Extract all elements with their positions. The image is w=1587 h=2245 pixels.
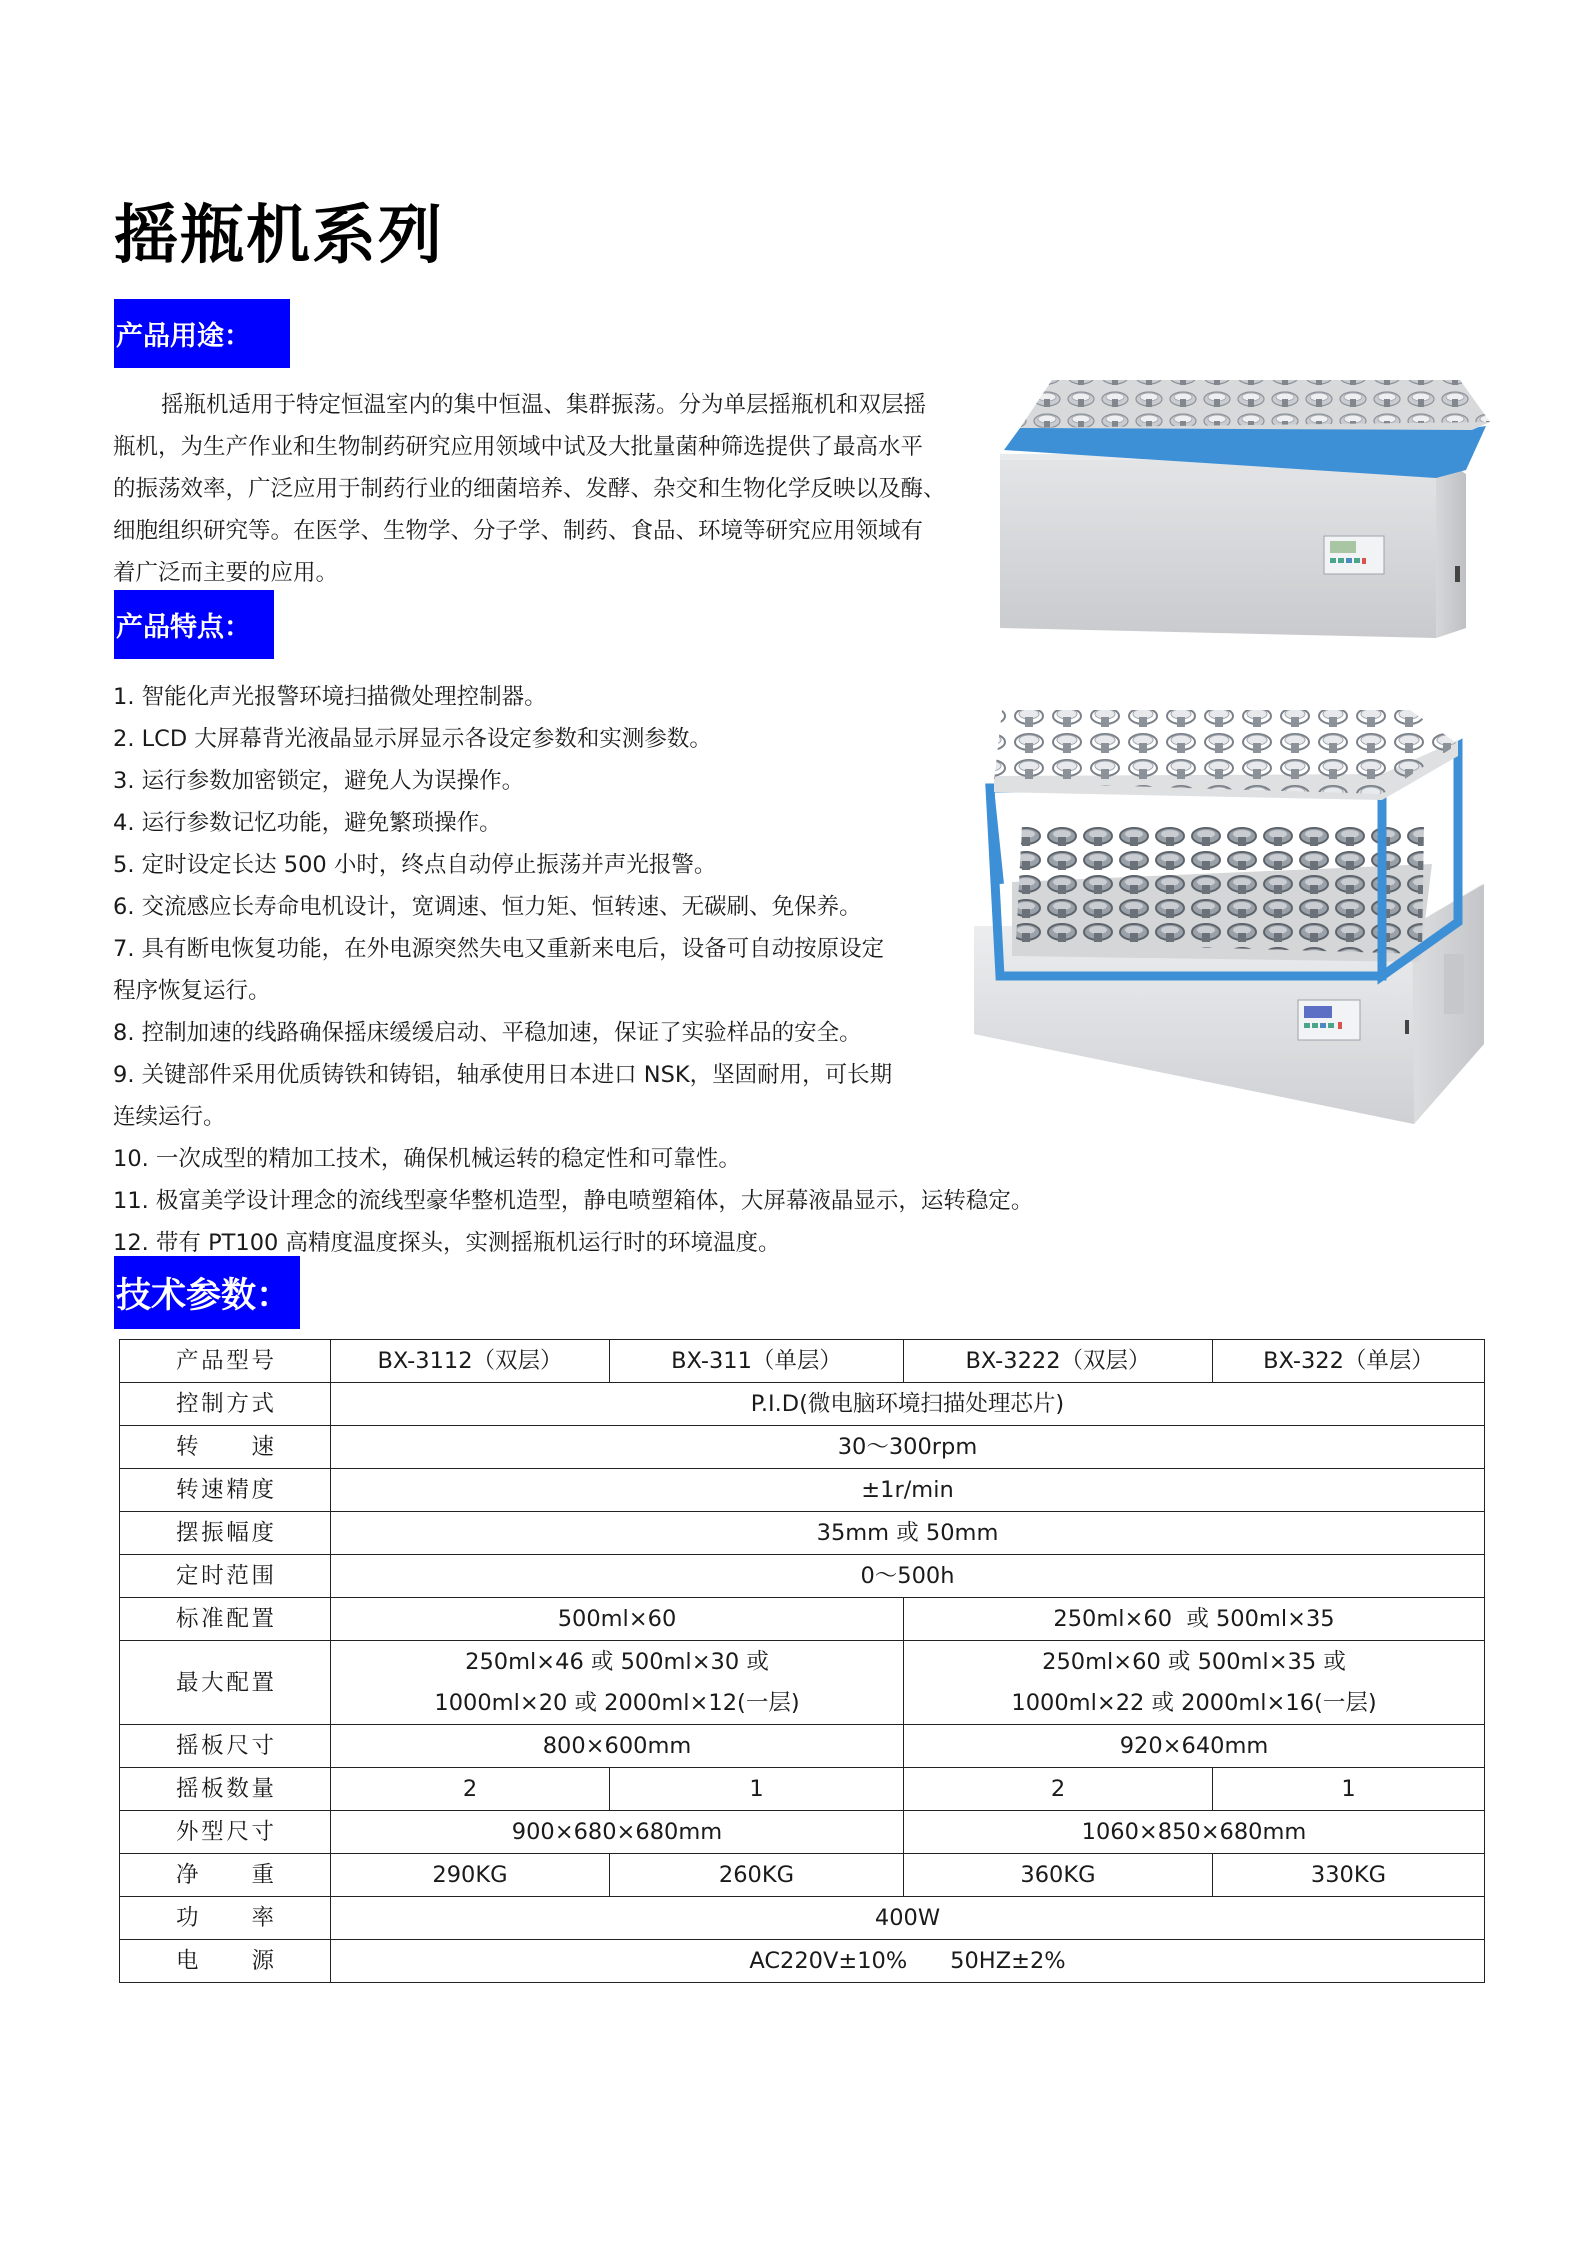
- section-heading-specs: [114, 1256, 300, 1329]
- table-row-model: [120, 1340, 1485, 1383]
- row-label: 产品型号: [120, 1340, 331, 1383]
- usage-line: 细胞组织研究等。在医学、生物学、分子学、制药、食品、环境等研究应用领域有: [113, 518, 924, 544]
- label-part: 功: [176, 1905, 199, 1931]
- row-label: 摇板数量: [120, 1768, 331, 1811]
- row-label: 定时范围: [120, 1555, 331, 1598]
- feature-item-continuation: 程序恢复运行。: [113, 978, 271, 1004]
- control-panel: [1324, 536, 1384, 574]
- feature-item: 9. 关键部件采用优质铸铁和铸铝，轴承使用日本进口 NSK，坚固耐用，可长期: [113, 1062, 893, 1088]
- table-row-speed-accuracy: [120, 1469, 1485, 1512]
- label-part: 源: [251, 1948, 274, 1974]
- table-cell: 360KG: [904, 1854, 1213, 1897]
- single-layer-shaker-image: [996, 366, 1496, 642]
- control-panel: [1298, 1000, 1360, 1040]
- section-heading-specs-text: 技术参数：: [116, 1275, 292, 1316]
- label-part: 电: [176, 1948, 199, 1974]
- row-label: 外型尺寸: [120, 1811, 331, 1854]
- feature-item: 1. 智能化声光报警环境扫描微处理控制器。: [113, 684, 547, 710]
- label-part: 率: [251, 1905, 274, 1931]
- table-row-net-weight: [120, 1854, 1485, 1897]
- model-cell: BX-322（单层）: [1213, 1340, 1485, 1383]
- row-label: 标准配置: [120, 1598, 331, 1641]
- page-title: 摇瓶机系列: [114, 198, 444, 273]
- table-row-amplitude: [120, 1512, 1485, 1555]
- section-heading-usage: [114, 299, 290, 368]
- model-cell: BX-3112（双层）: [331, 1340, 610, 1383]
- table-row-max-config: [120, 1641, 1485, 1725]
- feature-item: 11. 极富美学设计理念的流线型豪华整机造型，静电喷塑箱体，大屏幕液晶显示，运转稳定。: [113, 1188, 1034, 1214]
- usage-line: 摇瓶机适用于特定恒温室内的集中恒温、集群振荡。分为单层摇瓶机和双层摇: [161, 392, 927, 418]
- model-cell: BX-3222（双层）: [904, 1340, 1213, 1383]
- table-cell: 500ml×60: [331, 1598, 904, 1641]
- row-label: 摇板尺寸: [120, 1725, 331, 1768]
- table-cell: P.I.D(微电脑环境扫描处理芯片): [331, 1383, 1485, 1426]
- section-heading-usage-text: 产品用途：: [116, 321, 251, 352]
- row-label: 转速精度: [120, 1469, 331, 1512]
- upper-tray: [994, 710, 1458, 800]
- usage-line: 瓶机，为生产作业和生物制药研究应用领域中试及大批量菌种筛选提供了最高水平: [113, 434, 924, 460]
- double-layer-shaker-image: [972, 704, 1486, 1138]
- table-cell: [331, 1641, 904, 1725]
- table-cell: 330KG: [1213, 1854, 1485, 1897]
- lower-tray: [1012, 824, 1432, 962]
- table-row-timer: [120, 1555, 1485, 1598]
- table-cell: 35mm 或 50mm: [331, 1512, 1485, 1555]
- label-part: 净: [176, 1862, 199, 1888]
- cell-line: 1000ml×22 或 2000ml×16(一层): [1011, 1689, 1377, 1716]
- label-part: 重: [251, 1862, 274, 1888]
- cell-line: 250ml×60 或 500ml×35 或: [1042, 1648, 1346, 1675]
- table-cell: 400W: [331, 1897, 1485, 1940]
- table-cell: 1: [610, 1768, 904, 1811]
- feature-item: 10. 一次成型的精加工技术，确保机械运转的稳定性和可靠性。: [113, 1146, 741, 1172]
- table-cell: 2: [904, 1768, 1213, 1811]
- table-cell: 250ml×60 或 500ml×35: [904, 1598, 1485, 1641]
- usage-line: 的振荡效率，广泛应用于制药行业的细菌培养、发酵、杂交和生物化学反映以及酶、: [113, 476, 946, 502]
- section-heading-features: [114, 590, 274, 659]
- table-cell: 290KG: [331, 1854, 610, 1897]
- usage-line: 着广泛而主要的应用。: [113, 560, 339, 586]
- table-row-standard-config: [120, 1598, 1485, 1641]
- cell-line: 250ml×46 或 500ml×30 或: [465, 1648, 769, 1675]
- table-cell: 2: [331, 1768, 610, 1811]
- features-list: [113, 676, 1113, 1264]
- table-row-control: [120, 1383, 1485, 1426]
- table-cell: 30～300rpm: [331, 1426, 1485, 1469]
- table-cell: 920×640mm: [904, 1725, 1485, 1768]
- table-cell: AC220V±10% 50HZ±2%: [331, 1940, 1485, 1983]
- table-cell: 1: [1213, 1768, 1485, 1811]
- row-label: [120, 1426, 331, 1469]
- spec-table: [119, 1339, 1485, 1983]
- row-label: 摆振幅度: [120, 1512, 331, 1555]
- row-label: [120, 1854, 331, 1897]
- table-cell: 260KG: [610, 1854, 904, 1897]
- table-cell: [904, 1641, 1485, 1725]
- table-row-power-supply: [120, 1940, 1485, 1983]
- table-row-dimensions: [120, 1811, 1485, 1854]
- feature-item: 2. LCD 大屏幕背光液晶显示屏显示各设定参数和实测参数。: [113, 726, 712, 752]
- row-label: 最大配置: [120, 1641, 331, 1725]
- table-row-plate-size: [120, 1725, 1485, 1768]
- model-cell: BX-311（单层）: [610, 1340, 904, 1383]
- usage-paragraph: [113, 384, 993, 594]
- row-label: [120, 1940, 331, 1983]
- section-heading-features-text: 产品特点：: [116, 612, 251, 643]
- feature-item-continuation: 连续运行。: [113, 1104, 226, 1130]
- feature-item: 4. 运行参数记忆功能，避免繁琐操作。: [113, 810, 502, 836]
- table-cell: 1060×850×680mm: [904, 1811, 1485, 1854]
- table-row-speed: [120, 1426, 1485, 1469]
- table-row-plate-count: [120, 1768, 1485, 1811]
- feature-item: 7. 具有断电恢复功能，在外电源突然失电又重新来电后，设备可自动按原设定: [113, 936, 885, 962]
- feature-item: 6. 交流感应长寿命电机设计，宽调速、恒力矩、恒转速、无碳刷、免保养。: [113, 894, 862, 920]
- table-cell: ±1r/min: [331, 1469, 1485, 1512]
- label-part: 转: [176, 1434, 199, 1460]
- table-cell: 900×680×680mm: [331, 1811, 904, 1854]
- table-cell: 800×600mm: [331, 1725, 904, 1768]
- machine-base: [1000, 454, 1466, 638]
- table-row-power: [120, 1897, 1485, 1940]
- table-cell: 0～500h: [331, 1555, 1485, 1598]
- cell-line: 1000ml×20 或 2000ml×12(一层): [434, 1689, 800, 1716]
- row-label: 控制方式: [120, 1383, 331, 1426]
- feature-item: 5. 定时设定长达 500 小时，终点自动停止振荡并声光报警。: [113, 852, 717, 878]
- feature-item: 12. 带有 PT100 高精度温度探头，实测摇瓶机运行时的环境温度。: [113, 1230, 781, 1256]
- label-part: 速: [251, 1434, 274, 1460]
- feature-item: 8. 控制加速的线路确保摇床缓缓启动、平稳加速，保证了实验样品的安全。: [113, 1020, 862, 1046]
- row-label: [120, 1897, 331, 1940]
- feature-item: 3. 运行参数加密锁定，避免人为误操作。: [113, 768, 525, 794]
